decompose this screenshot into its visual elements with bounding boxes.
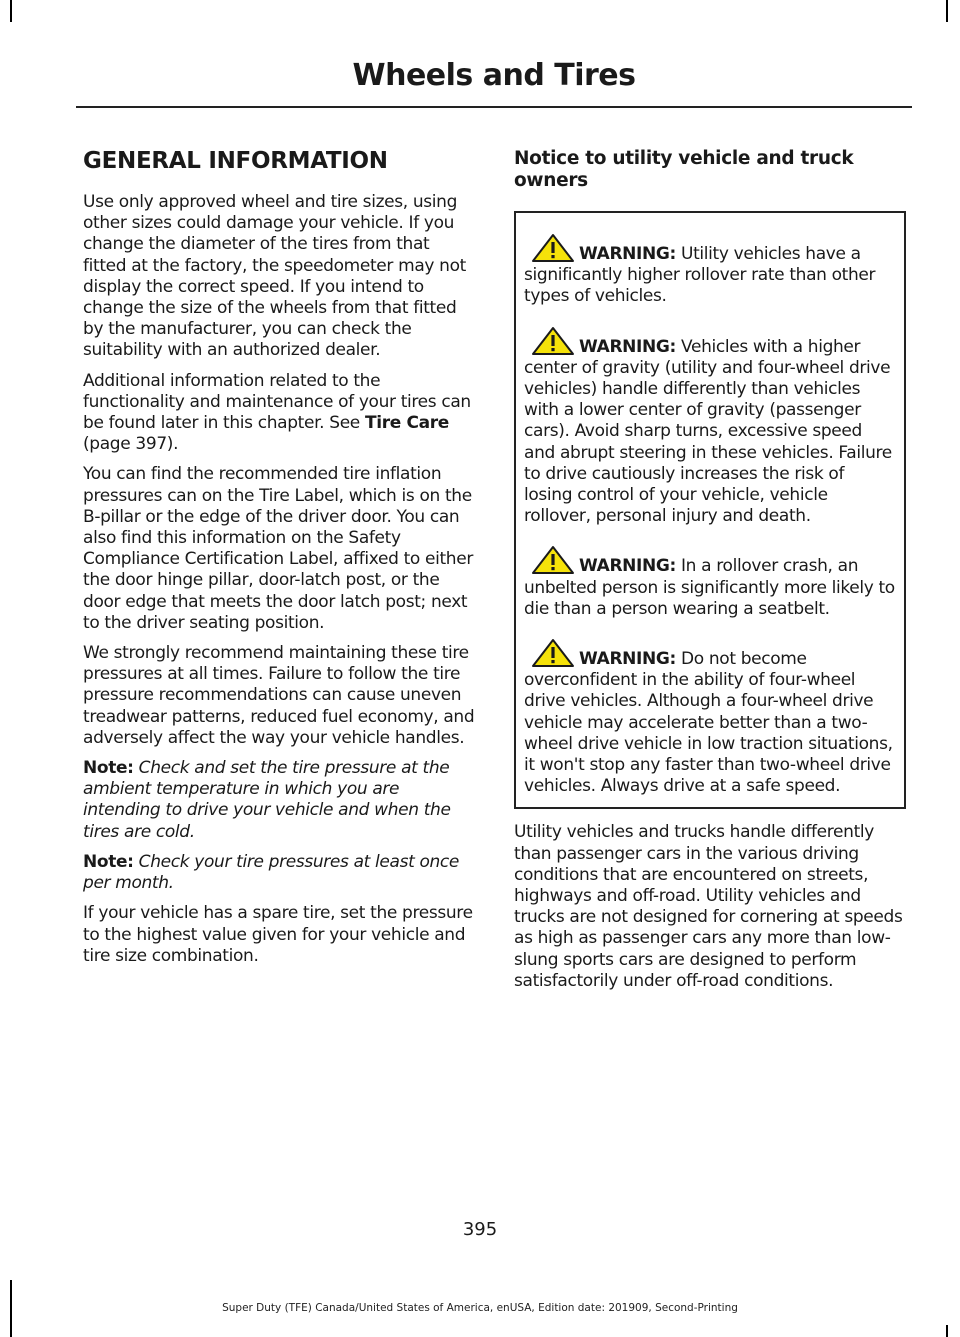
warning-item <box>524 545 896 620</box>
warning-triangle-icon <box>531 326 575 356</box>
warning-label: WARNING: <box>579 556 676 577</box>
warning-text: Utility vehicles have a significantly higher rollover rate than other types of vehicles. <box>524 244 876 307</box>
header-rule <box>76 106 912 108</box>
section-heading: Notice to utility vehicle and truck owners <box>514 148 854 191</box>
warning-text: Do not become overconfident in the ability of four-wheel drive vehicles. Although a four-wheel drive vehicle may accelerate better than a two-wheel drive vehicle in low traction situations, it won't stop any faster than two-wheel drive vehicles. Always drive at a safe speed. <box>524 649 893 797</box>
paragraph-additional-info <box>83 371 475 456</box>
warning-label: WARNING: <box>579 336 676 357</box>
warning-label: WARNING: <box>579 649 676 670</box>
paragraph-text: Additional information related to the functionality and maintenance of your tires can be found later in this chapter. See <box>83 370 471 434</box>
paragraph-utility-handling: Utility vehicles and trucks handle differently than passenger cars in the various driving conditions that are encountered on streets, highways and off-road. Utility vehicles and trucks are not designed for cornering at speeds as high as passenger cars any more than low-slung sports cars are designed to perform satisfactorily under off-road conditions. <box>514 822 903 991</box>
footer-edition-info: Super Duty (TFE) Canada/United States of America, enUSA, Edition date: 201909, Second-Printing <box>222 1302 738 1314</box>
paragraph-spare-tire: If your vehicle has a spare tire, set the pressure to the highest value given for your vehicle and tire size combination. <box>83 903 473 966</box>
page-reference: (page 397). <box>83 434 179 455</box>
left-column <box>83 148 475 976</box>
warning-label: WARNING: <box>579 244 676 264</box>
warning-box <box>514 211 906 809</box>
warning-text: In a rollover crash, an unbelted person is significantly more likely to die than a person wearing a seatbelt. <box>524 556 895 619</box>
note-text: Check and set the tire pressure at the ambient temperature in which you are intending to drive your vehicle and when the tires are cold. <box>83 758 451 842</box>
warning-text: Vehicles with a higher center of gravity (utility and four-wheel drive vehicles) handle differently than vehicles with a lower center of gravity (passenger cars). Avoid sharp turns, excessive speed and abrupt steering in these vehicles. Failure to drive cautiously increases the risk of losing control of your vehicle, vehicle rollover, personal injury and death. <box>524 336 892 527</box>
tire-care-link[interactable]: Tire Care <box>364 413 449 434</box>
warning-item <box>524 638 896 797</box>
warning-triangle-icon <box>531 545 575 575</box>
note-monthly-check <box>83 852 475 894</box>
right-column <box>514 148 906 1001</box>
page-number: 395 <box>462 1219 498 1240</box>
note-check-pressure <box>83 758 475 843</box>
paragraph-maintain-pressures: We strongly recommend maintaining these tire pressures at all times. Failure to follow the tire pressure recommendations can cause uneven treadwear patterns, reduced fuel economy, and adversely affect the way your vehicle handles. <box>83 643 475 748</box>
warning-item <box>524 233 896 308</box>
page-header-title: Wheels and Tires <box>352 58 636 93</box>
crop-mark-top-right <box>946 0 948 22</box>
paragraph-inflation-pressures: You can find the recommended tire inflation pressures can on the Tire Label, which is on the B-pillar or the edge of the driver door. You can also find this information on the Safety Compliance Certification Label, affixed to either the door hinge pillar, door-latch post, or the door edge that meets the door latch post; next to the driver seating position. <box>83 464 473 633</box>
warning-triangle-icon <box>531 233 575 263</box>
warning-item <box>524 326 896 528</box>
crop-mark-bottom-right <box>946 1325 948 1337</box>
crop-mark-top-left <box>10 0 12 22</box>
note-label: Note: <box>83 758 134 779</box>
warning-triangle-icon <box>531 638 575 668</box>
paragraph-approved-sizes: Use only approved wheel and tire sizes, using other sizes could damage your vehicle. If you change the diameter of the tires from that fitted at the factory, the speedometer may not display the correct speed. If you intend to change the size of the wheels from that fitted by the manufacturer, you can check the suitability with an authorized dealer. <box>83 192 466 361</box>
note-text: Check your tire pressures at least once per month. <box>83 851 460 894</box>
note-label: Note: <box>83 851 134 872</box>
section-heading: GENERAL INFORMATION <box>83 148 388 174</box>
